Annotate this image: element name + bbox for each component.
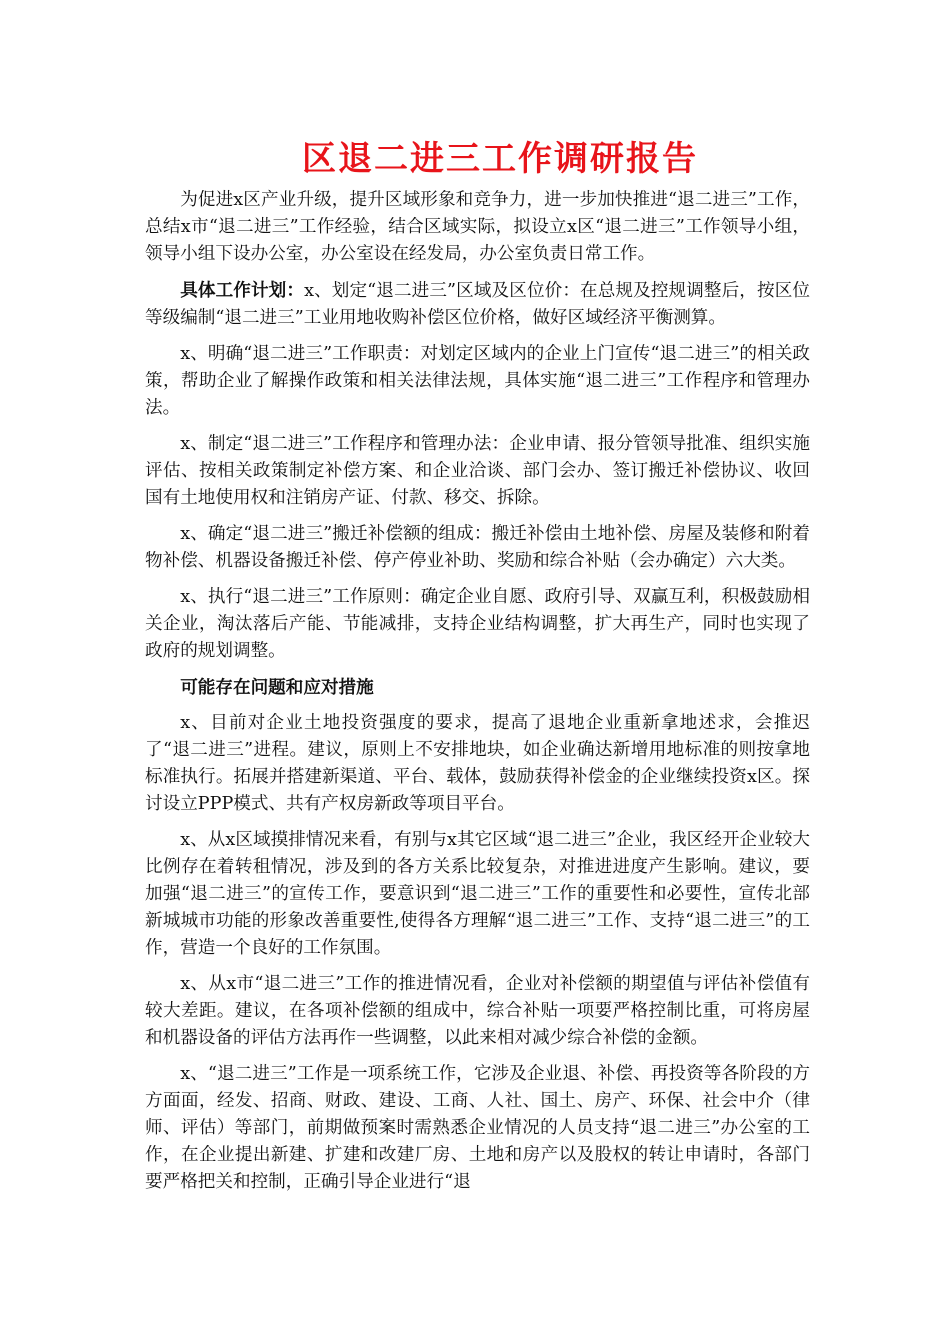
- paragraph-intro: [145, 187, 810, 268]
- paragraph-text: x、制定“退二进三”工作程序和管理办法：企业申请、报分管领导批准、组织实施评估、按相关政策制定补偿方案、和企业洽谈、部门会办、签订搬迁补偿协议、收回国有土地使用权和注销房产证、付款、移交、拆除。: [145, 434, 810, 508]
- paragraph-issue-4: [145, 1061, 810, 1196]
- document-title: 区退二进三工作调研报告: [302, 139, 698, 179]
- paragraph-issue-1: [145, 710, 810, 818]
- paragraph-plan-2: [145, 341, 810, 422]
- paragraph-plan-4: [145, 521, 810, 575]
- paragraph-text: x、划定“退二进三”区域及区位价：在总规及控规调整后，按区位等级编制“退二进三”工业用地收购补偿区位价格，做好区域经济平衡测算。: [145, 281, 810, 328]
- paragraph-issue-2: [145, 827, 810, 962]
- paragraph-text: x、从x市“退二进三”工作的推进情况看，企业对补偿额的期望值与评估补偿值有较大差距。建议，在各项补偿额的组成中，综合补贴一项要严格控制比重，可将房屋和机器设备的评估方法再作一些调整，以此来相对减少综合补偿的金额。: [145, 974, 810, 1048]
- paragraph-text: x、“退二进三”工作是一项系统工作，它涉及企业退、补偿、再投资等各阶段的方方面面，经发、招商、财政、建设、工商、人社、国土、房产、环保、社会中介（律师、评估）等部门，前期做预案时需熟悉企业情况的人员支持“退二进三”办公室的工作，在企业提出新建、扩建和改建厂房、土地和房产以及股权的转让申请时，各部门要严格把关和控制，正确引导企业进行“退: [145, 1064, 810, 1192]
- paragraph-text: x、确定“退二进三”搬迁补偿额的组成：搬迁补偿由土地补偿、房屋及装修和附着物补偿、机器设备搬迁补偿、停产停业补助、奖励和综合补贴（会办确定）六大类。: [145, 524, 810, 571]
- paragraph-text: x、执行“退二进三”工作原则：确定企业自愿、政府引导、双赢互利，积极鼓励相关企业，淘汰落后产能、节能减排，支持企业结构调整，扩大再生产，同时也实现了政府的规划调整。: [145, 587, 810, 661]
- paragraph-text: x、从x区域摸排情况来看，有别与x其它区域“退二进三”企业，我区经开企业较大比例存在着转租情况，涉及到的各方关系比较复杂，对推进进度产生影响。建议，要加强“退二进三”的宣传工作，要意识到“退二进三”工作的重要性和必要性，宣传北部新城城市功能的形象改善重要性,使得各方理解“退二进三”工作、支持“退二进三”的工作，营造一个良好的工作氛围。: [145, 830, 810, 958]
- paragraph-issue-3: [145, 971, 810, 1052]
- paragraph-plan-3: [145, 431, 810, 512]
- paragraph-text: 为促进x区产业升级，提升区域形象和竞争力，进一步加快推进“退二进三”工作，总结x市“退二进三”工作经验，结合区域实际，拟设立x区“退二进三”工作领导小组，领导小组下设办公室，办公室设在经发局，办公室负责日常工作。: [145, 190, 810, 264]
- paragraph-text: x、目前对企业土地投资强度的要求，提高了退地企业重新拿地述求，会推迟了“退二进三”进程。建议，原则上不安排地块，如企业确达新增用地标准的则按拿地标准执行。拓展并搭建新渠道、平台、载体，鼓励获得补偿金的企业继续投资x区。探讨设立PPP模式、共有产权房新政等项目平台。: [145, 713, 810, 814]
- paragraph-lead: 具体工作计划：: [180, 280, 305, 301]
- section-heading: 可能存在问题和应对措施: [180, 677, 374, 698]
- document-body: [145, 187, 810, 1205]
- paragraph-text: x、明确“退二进三”工作职责：对划定区域内的企业上门宣传“退二进三”的相关政策，帮助企业了解操作政策和相关法律法规，具体实施“退二进三”工作程序和管理办法。: [145, 344, 810, 418]
- paragraph-plan-1: [145, 277, 810, 332]
- paragraph-plan-5: [145, 584, 810, 665]
